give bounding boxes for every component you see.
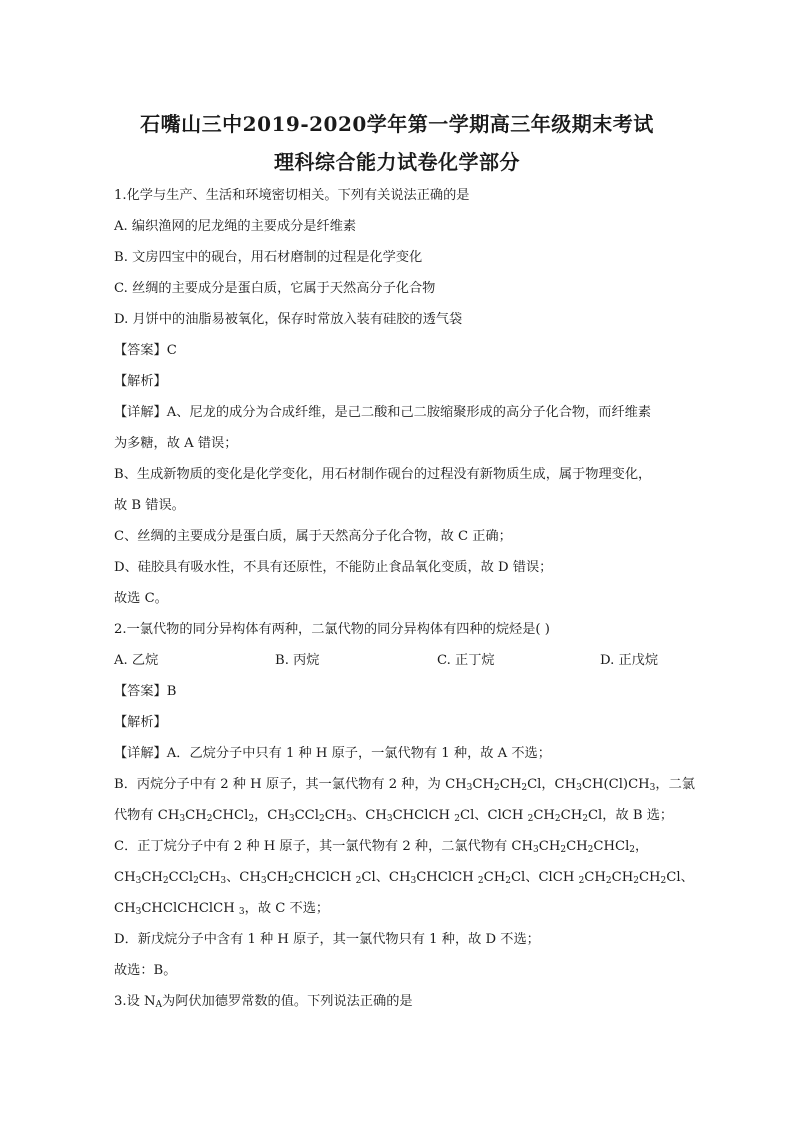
formula: $CH_3CH_2CH_2Cl$，$CH_3CH(Cl)CH_3$ xyxy=(445,777,656,793)
q2-detail-6 xyxy=(114,900,694,918)
q2-detail-2 xyxy=(114,776,694,794)
q1-detail-3: C、丝绸的主要成分是蛋白质，属于天然高分子化合物，故 C 正确； xyxy=(114,529,512,544)
detail-text: A．乙烷分子中只有 1 种 H 原子，一氯代物有 1 种，故 A 不选； xyxy=(166,746,551,761)
q1-stem: 1.化学与生产、生活和环境密切相关。下列有关说法正确的是 xyxy=(114,188,470,203)
q2-option-a: A. 乙烷 xyxy=(114,653,159,668)
q3-stem xyxy=(114,993,694,1011)
detail-text: A、尼龙的成分为合成纤维，是己二酸和己二胺缩聚形成的高分子化合物，而纤维素 xyxy=(166,405,652,420)
q1-option-b: B. 文房四宝中的砚台，用石材磨制的过程是化学变化 xyxy=(114,250,423,265)
q2-option-c: C. 正丁烷 xyxy=(437,653,495,668)
document-subtitle: 理科综合能力试卷化学部分 xyxy=(274,150,520,174)
formula: $CH_3CH_2CCl_2CH_3$、$CH_3CH_2CHClCH$ $_2$Cl、$CH_3CHClCH$ $_2CH_2Cl$、ClCH $_2CH_2CH_2CH_2Cl$、 xyxy=(114,870,694,886)
q2-option-d: D. 正戊烷 xyxy=(600,653,659,668)
q1-option-a: A. 编织渔网的尼龙绳的主要成分是纤维素 xyxy=(114,219,357,234)
detail-text: C．正丁烷分子中有 2 种 H 原子，其一氯代物有 2 种，二氯代物有 xyxy=(114,839,512,854)
answer-label: 【答案】 xyxy=(114,684,167,699)
q1-conclusion: 故选 C。 xyxy=(114,591,168,606)
q2-detail-3 xyxy=(114,807,694,825)
q2-stem: 2.一氯代物的同分异构体有两种，二氯代物的同分异构体有四种的烷烃是( ) xyxy=(114,622,550,637)
detail-text: ，故 C 不选； xyxy=(244,901,330,916)
detail-text: ，二氯 xyxy=(655,777,695,792)
detail-text: 代物有 xyxy=(114,808,158,823)
detail-text: B．丙烷分子中有 2 种 H 原子，其一氯代物有 2 种，为 xyxy=(114,777,446,792)
formula: $CH_3CHClCHClCH$ $_3$ xyxy=(114,901,245,917)
stem-text: 3.设 N xyxy=(114,994,156,1009)
q1-analysis-label: 【解析】 xyxy=(114,374,167,389)
q1-detail-1a xyxy=(114,404,694,422)
q1-detail-4: D、硅胶具有吸水性，不具有还原性，不能防止食品氧化变质，故 D 错误； xyxy=(114,560,553,575)
document-title: 石嘴山三中2019-2020学年第一学期高三年级期末考试 xyxy=(140,112,654,136)
q1-option-d: D. 月饼中的油脂易被氧化，保存时常放入装有硅胶的透气袋 xyxy=(114,312,463,327)
q2-detail-1 xyxy=(114,745,694,763)
formula: $CH_3CH_2CHCl_2$，$CH_3CCl_2CH_3$、$CH_3CHClCH$ $_2$Cl、ClCH $_2CH_2CH_2Cl$ xyxy=(157,808,603,824)
detail-label: 【详解】 xyxy=(114,746,167,761)
stem-subscript: A xyxy=(155,1000,163,1010)
q2-analysis-label: 【解析】 xyxy=(114,715,167,730)
q2-answer xyxy=(114,683,694,701)
answer-value: C xyxy=(166,343,177,358)
stem-text: 为阿伏加德罗常数的值。下列说法正确的是 xyxy=(162,994,413,1009)
q2-option-b: B. 丙烷 xyxy=(275,653,320,668)
q1-detail-2b: 故 B 错误。 xyxy=(114,498,185,513)
detail-text: ，故 B 选； xyxy=(602,808,674,823)
q2-detail-5 xyxy=(114,869,694,887)
q1-detail-1b: 为多糖，故 A 错误； xyxy=(114,436,238,451)
answer-value: B xyxy=(166,684,177,699)
q2-detail-7: D．新戊烷分子中含有 1 种 H 原子，其一氯代物只有 1 种，故 D 不选； xyxy=(114,932,540,947)
q2-detail-4 xyxy=(114,838,694,856)
q1-answer xyxy=(114,342,694,360)
q1-option-c: C. 丝绸的主要成分是蛋白质，它属于天然高分子化合物 xyxy=(114,281,436,296)
q1-detail-2a: B、生成新物质的变化是化学变化，用石材制作砚台的过程没有新物质生成，属于物理变化， xyxy=(114,467,652,482)
answer-label: 【答案】 xyxy=(114,343,167,358)
detail-label: 【详解】 xyxy=(114,405,167,420)
q2-options xyxy=(114,652,694,670)
q2-conclusion: 故选：B。 xyxy=(114,963,177,978)
formula: $CH_3CH_2CH_2CHCl_2$， xyxy=(511,839,649,855)
